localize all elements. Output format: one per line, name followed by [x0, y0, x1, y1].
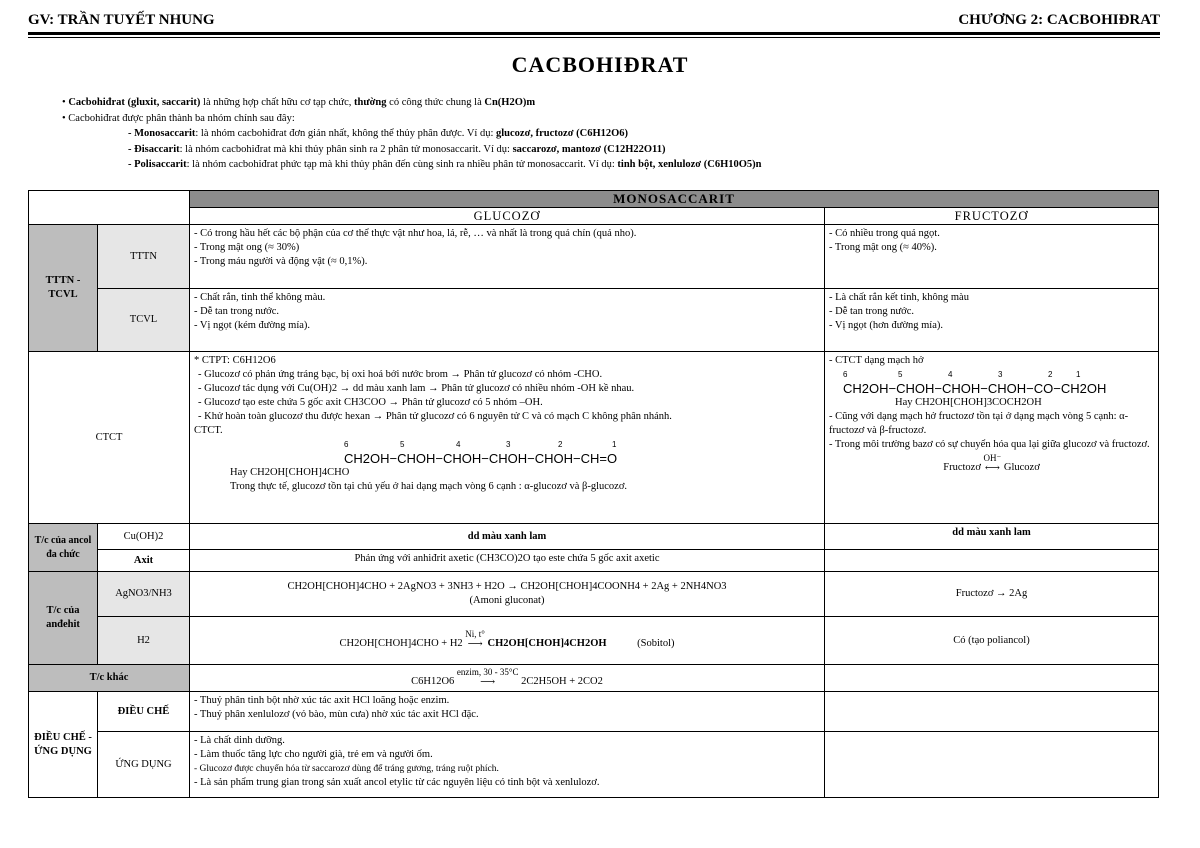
- ctct-fructozo: - CTCT dạng mạch hở 6 5 4 3 2 1 CH2OH−CHOH−CHOH−CHOH−CO−CH2OH Hay CH2OH[CHOH]3COCH2OH - Cũng với dạng mạch hở fructozơ tồn tại ở dạng mạch vòng 5 cạnh: α-fructozơ và β-fructozơ. - Trong môi trường bazơ có sự chuyển hóa qua lại giữa glucozơ và fructozơ. Fructozơ OH⁻ ⟷ Glucozơ: [825, 352, 1159, 524]
- col-glucozo: GLUCOZƠ: [190, 208, 825, 225]
- dieuche-glucozo: - Thuỷ phân tinh bột nhờ xúc tác axit HCl loãng hoặc enzim. - Thuỷ phân xenlulozơ (vỏ bào, mùn cưa) nhờ xúc tác axit HCl đặc.: [190, 692, 825, 732]
- empty-corner: [29, 191, 190, 225]
- cuoh-label: Cu(OH)2: [98, 524, 190, 550]
- teacher-name: GV: TRẦN TUYẾT NHUNG: [28, 12, 215, 28]
- agno3-fructozo: Fructozơ → 2Ag: [825, 572, 1159, 617]
- intro-mono: - Monosaccarit: là nhóm cacbohiđrat đơn giản nhất, không thể thủy phân được. Ví dụ: glucozơ, fructozơ (C6H12O6): [128, 128, 629, 139]
- ttn-glucozo: - Có trong hầu hết các bộ phận của cơ thể thực vật như hoa, lá, rễ, … và nhất là trong quả chín (quả nho). - Trong mật ong (≈ 30%) - Trong máu người và động vật (≈ 0,1%).: [190, 225, 825, 289]
- axit-label: Axit: [98, 550, 190, 572]
- h2-fructozo: Có (tạo poliancol): [825, 617, 1159, 665]
- khac-fructozo: [825, 665, 1159, 692]
- andehit-group-label: T/c của anđehit: [29, 572, 98, 665]
- mono-header: MONOSACCARIT: [190, 191, 1159, 208]
- ungdung-fructozo: [825, 732, 1159, 798]
- h2-label: H2: [98, 617, 190, 665]
- ttn-group-label: TTTN - TCVL: [29, 225, 98, 352]
- ungdung-label: ỨNG DỤNG: [98, 732, 190, 798]
- ttn-fructozo: - Có nhiều trong quả ngọt. - Trong mật ong (≈ 40%).: [825, 225, 1159, 289]
- khac-glucozo: C6H12O6 enzim, 30 - 35°C ⟶ 2C2H5OH + 2CO2: [190, 665, 825, 692]
- col-fructozo: FRUCTOZƠ: [825, 208, 1159, 225]
- cacbohidrat-table: [28, 190, 1159, 798]
- dieuche-group-label: ĐIỀU CHẾ - ỨNG DỤNG: [29, 692, 98, 798]
- intro-di: - Đisaccarit: là nhóm cacbohiđrat mà khi thủy phân sinh ra 2 phân tử monosaccarit. Ví dụ: saccarozơ, mantozơ (C12H22O11): [128, 143, 666, 155]
- ttn-label: TTTN: [98, 225, 190, 289]
- cuoh-glucozo: dd màu xanh lam: [190, 524, 825, 550]
- page-title: CACBOHIĐRAT: [511, 52, 689, 77]
- header-rule-thick: [28, 32, 1160, 35]
- dieuche-fructozo: [825, 692, 1159, 732]
- axit-glucozo: Phản ứng với anhiđrit axetic (CH3CO)2O tạo este chứa 5 gốc axit axetic: [190, 550, 825, 572]
- agno3-glucozo: CH2OH[CHOH]4CHO + 2AgNO3 + 3NH3 + H2O → CH2OH[CHOH]4COONH4 + 2Ag + 2NH4NO3 (Amoni gluconat): [190, 572, 825, 617]
- tcvl-label: TCVL: [98, 289, 190, 352]
- page-header: [28, 10, 1160, 32]
- intro-line-2: • Cacbohiđrat được phân thành ba nhóm chính sau đây:: [62, 112, 295, 124]
- fructozo-chain: 6 5 4 3 2 1 CH2OH−CHOH−CHOH−CHOH−CO−CH2OH: [843, 370, 1107, 396]
- h2-glucozo: CH2OH[CHOH]4CHO + H2 Ni, t° ⟶ CH2OH[CHOH]4CH2OH (Sobitol): [190, 617, 825, 665]
- intro-block: [62, 95, 761, 173]
- agno3-label: AgNO3/NH3: [98, 572, 190, 617]
- axit-fructozo: [825, 550, 1159, 572]
- ungdung-glucozo: - Là chất dinh dưỡng. - Làm thuốc tăng lực cho người già, trẻ em và người ốm. - Glucozơ được chuyển hóa từ saccarozơ dùng để tráng gương, tráng ruột phích. - Là sản phẩm trung gian trong sản xuất ancol etylic từ các nguyên liệu có tinh bột và xenlulozơ.: [190, 732, 825, 798]
- ancol-group-label: T/c của ancol đa chức: [29, 524, 98, 572]
- ctct-glucozo: * CTPT: C6H12O6 - Glucozơ có phản ứng tráng bạc, bị oxi hoá bởi nước brom → Phân tử glucozơ có nhóm -CHO. - Glucozơ tác dụng với Cu(OH)2 → dd màu xanh lam → Phân tử glucozơ có nhiều nhóm -OH kề nhau. - Glucozơ tạo este chứa 5 gốc axit CH3COO → Phân tử glucozơ có 5 nhóm –OH. - Khử hoàn toàn glucozơ thu được hexan → Phân tử glucozơ có 6 nguyên tử C và có mạch C không phân nhánh. CTCT. 6 5 4 3 2 1 CH2OH−CHOH−CHOH−CHOH−CHOH−CH=O Hay CH2OH[CHOH]4CHO Trong thực tế, glucozơ tồn tại chủ yếu ở hai dạng mạch vòng 6 cạnh : α-glucozơ và β-glucozơ.: [190, 352, 825, 524]
- intro-poli: - Polisaccarit: là nhóm cacbohiđrat phức tạp mà khi thủy phân đến cùng sinh ra nhiều phân tử monosaccarit. Ví dụ: tinh bột, xenlulozơ (C6H10O5)n: [128, 159, 762, 170]
- fructozo-conversion: Fructozơ OH⁻ ⟷ Glucozơ: [943, 453, 1040, 474]
- dieuche-label: ĐIỀU CHẾ: [98, 692, 190, 732]
- intro-line-1: • Cacbohiđrat (gluxit, saccarit) là những hợp chất hữu cơ tạp chức, thường có công thức chung là Cn(H2O)m: [62, 97, 536, 108]
- tcvl-glucozo: - Chất rắn, tinh thể không màu. - Dễ tan trong nước. - Vị ngọt (kém đường mía).: [190, 289, 825, 352]
- tcvl-fructozo: - Là chất rắn kết tinh, không màu - Dễ tan trong nước. - Vị ngọt (hơn đường mía).: [825, 289, 1159, 352]
- cuoh-fructozo: dd màu xanh lam: [825, 524, 1159, 550]
- header-rule-thin: [28, 37, 1160, 38]
- glucozo-chain: 6 5 4 3 2 1 CH2OH−CHOH−CHOH−CHOH−CHOH−CH=O: [344, 440, 618, 466]
- khac-label: T/c khác: [29, 665, 190, 692]
- ctct-label: CTCT: [29, 352, 190, 524]
- chapter-title: CHƯƠNG 2: CACBOHIĐRAT: [958, 12, 1160, 28]
